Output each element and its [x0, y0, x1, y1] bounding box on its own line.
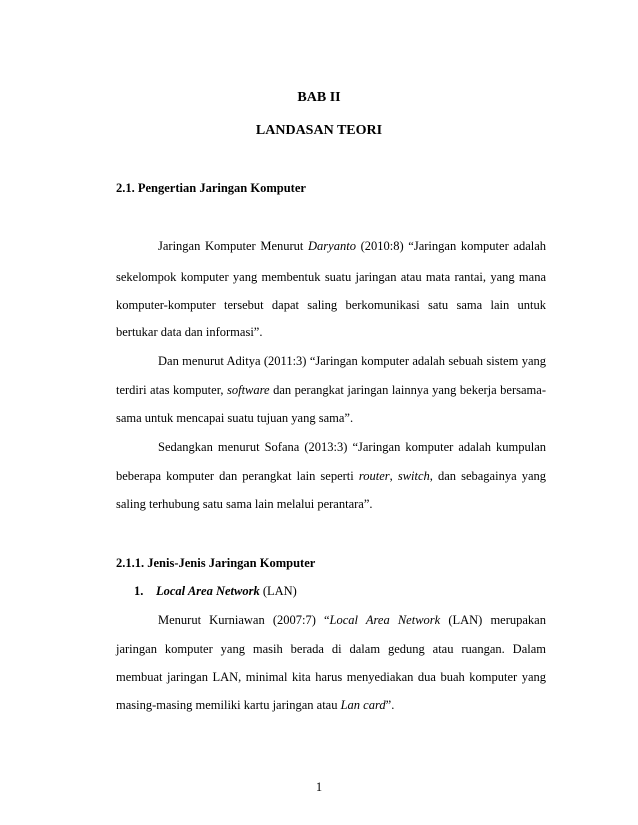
paragraph-3-line-3: saling terhubung satu sama lain melalui perantara”. [116, 497, 373, 511]
paragraph-2-line-2: terdiri atas komputer, software dan perangkat jaringan lainnya yang bekerja bersama- [116, 383, 546, 397]
paragraph-1-line-2: sekelompok komputer yang membentuk suatu jaringan atau mata rantai, yang mana [116, 270, 546, 284]
list-item-1: 1. Local Area Network (LAN) [134, 584, 297, 598]
chapter-title: LANDASAN TEORI [255, 123, 383, 138]
paragraph-1-line-1: Jaringan Komputer Menurut Daryanto (2010:8) “Jaringan komputer adalah [158, 239, 547, 253]
paragraph-4-line-1: Menurut Kurniawan (2007:7) “Local Area Network (LAN) merupakan [158, 613, 546, 627]
section-heading: 2.1. Pengertian Jaringan Komputer [116, 181, 306, 195]
paragraph-4-line-3: membuat jaringan LAN, minimal kita harus menyediakan dua buah komputer yang [116, 670, 546, 684]
paragraph-3-line-1: Sedangkan menurut Sofana (2013:3) “Jaringan komputer adalah kumpulan [158, 440, 546, 454]
paragraph-2-line-3: sama untuk mencapai suatu tujuan yang sama”. [116, 411, 354, 425]
paragraph-4-line-4: masing-masing memiliki kartu jaringan atau Lan card”. [116, 698, 395, 712]
list-item-number: 1. [134, 584, 144, 598]
page-number: 1 [315, 780, 323, 794]
paragraph-2-line-1: Dan menurut Aditya (2011:3) “Jaringan komputer adalah sebuah sistem yang [158, 354, 546, 368]
subsection-heading: 2.1.1. Jenis-Jenis Jaringan Komputer [116, 556, 316, 570]
paragraph-1-line-3: komputer-komputer tersebut dapat saling berkomunikasi satu sama lain untuk [116, 298, 546, 312]
paragraph-3-line-2: beberapa komputer dan perangkat lain seperti router, switch, dan sebagainya yang [116, 469, 546, 483]
chapter-number: BAB II [297, 90, 341, 105]
paragraph-1-line-4: bertukar data dan informasi”. [116, 325, 263, 339]
list-item-label: Local Area Network [156, 584, 260, 598]
paragraph-4-line-2: jaringan komputer yang masih berada di dalam gedung atau ruangan. Dalam [116, 642, 546, 656]
